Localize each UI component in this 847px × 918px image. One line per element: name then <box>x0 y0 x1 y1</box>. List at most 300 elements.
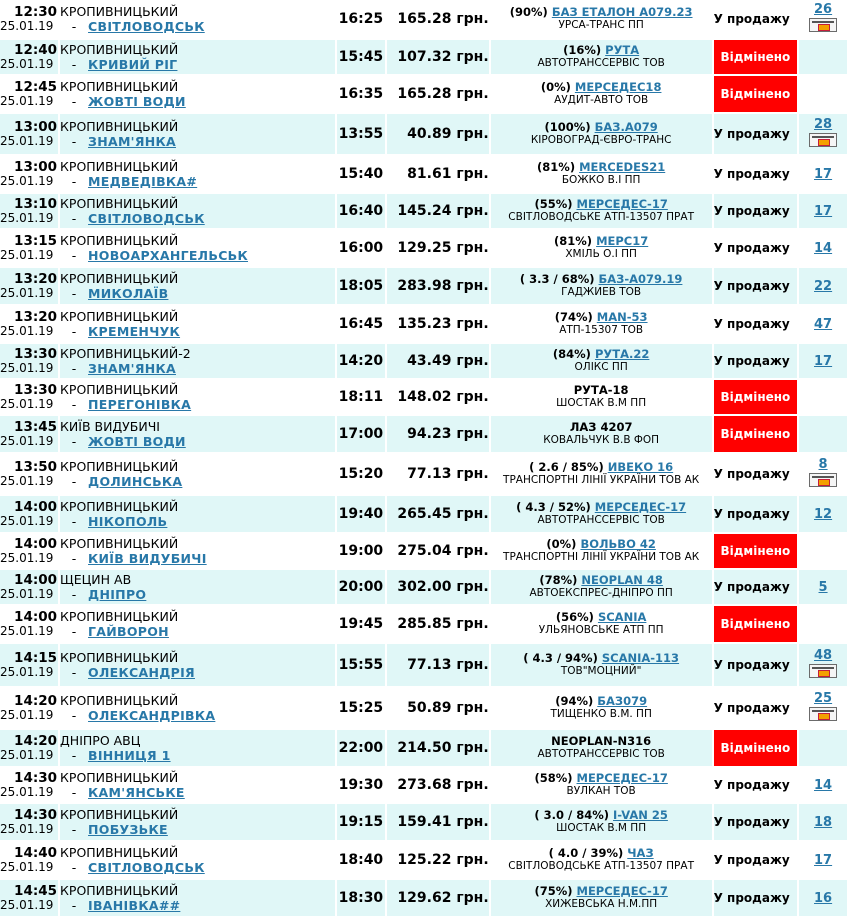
departure-cell <box>0 76 58 112</box>
price-value: 77.13 <box>407 466 452 482</box>
bus-cell <box>491 0 712 38</box>
price-value: 125.22 <box>397 852 452 868</box>
route-origin: КРОПИВНИЦЬКИЙ <box>60 308 179 324</box>
departure-cell <box>0 688 58 728</box>
status-on-sale: У продажу <box>714 570 798 604</box>
carrier-name: ШОСТАК В.М ПП <box>556 822 647 834</box>
price-value: 107.32 <box>397 49 452 65</box>
arrival-time: 15:45 <box>337 40 385 74</box>
route-destination-link[interactable]: ІВАНІВКА## <box>88 897 181 913</box>
departure-cell <box>0 804 58 840</box>
free-seats-link[interactable]: 25 <box>814 690 833 706</box>
seats-cell <box>799 768 847 802</box>
bus-model-link[interactable]: ЧАЗ <box>627 846 654 860</box>
price-value: 135.23 <box>397 316 452 332</box>
schedule-row <box>0 344 847 378</box>
free-seats-link[interactable]: 48 <box>814 647 833 663</box>
bus-model-link[interactable]: МЕРСЕДЕС-17 <box>576 771 668 785</box>
free-seats-link[interactable]: 14 <box>814 240 833 256</box>
route-destination-link[interactable]: ЗНАМ'ЯНКА <box>88 133 176 149</box>
price-currency: грн. <box>456 543 489 559</box>
seats-cell <box>799 606 847 642</box>
route-destination-link[interactable]: КИЇВ ВИДУБИЧІ <box>88 550 207 566</box>
route-origin: КИЇВ ВИДУБИЧІ <box>60 418 160 434</box>
bus-cell <box>491 416 712 452</box>
bus-model-link[interactable]: БАЗ ЕТАЛОН А079.23 <box>551 5 693 19</box>
status-on-sale: У продажу <box>714 688 798 728</box>
departure-cell <box>0 156 58 192</box>
seats-cell <box>799 344 847 378</box>
departure-date: 25.01.19 <box>0 785 54 799</box>
buy-ticket-icon[interactable] <box>809 18 837 32</box>
carrier-name: АТП-15307 ТОВ <box>559 324 644 336</box>
departure-time: 12:45 <box>14 79 58 95</box>
buy-ticket-icon[interactable] <box>809 133 837 147</box>
route-dash: - <box>71 285 77 301</box>
price-currency: грн. <box>456 426 489 442</box>
route-dash: - <box>71 784 77 800</box>
price-value: 40.89 <box>407 126 452 142</box>
route-cell <box>60 306 335 342</box>
free-seats-link[interactable]: 14 <box>814 777 833 793</box>
departure-time: 13:20 <box>14 271 58 287</box>
bus-model-link[interactable]: МЕРС17 <box>596 234 649 248</box>
price-value: 145.24 <box>397 203 452 219</box>
route-origin: КРОПИВНИЦЬКИЙ <box>60 3 179 19</box>
free-seats-link[interactable]: 26 <box>814 1 833 17</box>
arrival-time: 15:40 <box>337 156 385 192</box>
departure-time: 12:40 <box>14 42 58 58</box>
route-origin: КРОПИВНИЦЬКИЙ <box>60 498 179 514</box>
schedule-row <box>0 76 847 112</box>
schedule-row <box>0 156 847 192</box>
buy-ticket-icon[interactable] <box>809 473 837 487</box>
route-dash: - <box>71 173 77 189</box>
seats-cell <box>799 570 847 604</box>
route-destination-link[interactable]: ДОЛИНСЬКА <box>88 473 183 489</box>
buy-ticket-icon[interactable] <box>809 707 837 721</box>
route-dash: - <box>71 360 77 376</box>
route-destination-link[interactable]: ПОБУЗЬКЕ <box>88 821 168 837</box>
seats-cell <box>799 730 847 766</box>
occupancy: (16%) <box>563 43 602 57</box>
departure-time: 13:00 <box>14 159 58 175</box>
departure-cell <box>0 40 58 74</box>
price-cell <box>387 730 489 766</box>
route-cell <box>60 570 335 604</box>
bus-model-link[interactable]: ВОЛЬВО 42 <box>580 537 656 551</box>
seats-cell <box>799 194 847 228</box>
free-seats-link[interactable]: 17 <box>814 852 833 868</box>
seats-cell <box>799 688 847 728</box>
schedule-row <box>0 454 847 494</box>
price-currency: грн. <box>456 11 489 27</box>
route-cell <box>60 76 335 112</box>
price-value: 273.68 <box>397 777 452 793</box>
price-value: 165.28 <box>397 11 452 27</box>
bus-model-link[interactable]: МЕРСЕДЕС-17 <box>576 884 668 898</box>
route-destination-link[interactable]: ОЛЕКСАНДРІЯ <box>88 664 195 680</box>
carrier-name: ГАДЖИЕВ ТОВ <box>561 286 642 298</box>
schedule-row <box>0 306 847 342</box>
departure-time: 13:50 <box>14 459 58 475</box>
bus-cell <box>491 688 712 728</box>
departure-date: 25.01.19 <box>0 57 54 71</box>
route-destination-link[interactable]: ЖОВТІ ВОДИ <box>88 433 186 449</box>
price-cell <box>387 344 489 378</box>
carrier-name: ВУЛКАН ТОВ <box>566 785 636 797</box>
seats-cell <box>799 534 847 568</box>
price-currency: грн. <box>456 389 489 405</box>
route-cell <box>60 496 335 532</box>
bus-model-link[interactable]: NEOPLAN 48 <box>581 573 663 587</box>
free-seats-link[interactable]: 8 <box>818 456 828 472</box>
bus-model-link[interactable]: БАЗ079 <box>597 694 648 708</box>
occupancy: (0%) <box>540 80 571 94</box>
price-cell <box>387 416 489 452</box>
bus-model-link[interactable]: МЕРСЕДЕС18 <box>574 80 662 94</box>
bus-model-link[interactable]: РУТА <box>605 43 640 57</box>
buy-ticket-icon[interactable] <box>809 664 837 678</box>
route-dash: - <box>71 747 77 763</box>
bus-model-link[interactable]: ИВЕКО 16 <box>607 460 674 474</box>
schedule-row <box>0 230 847 266</box>
route-dash: - <box>71 707 77 723</box>
carrier-name: УЛЬЯНОВСЬКЕ АТП ПП <box>538 624 664 636</box>
schedule-row <box>0 804 847 840</box>
route-origin: ДНІПРО АВЦ <box>60 732 141 748</box>
bus-cell <box>491 606 712 642</box>
departure-date: 25.01.19 <box>0 211 54 225</box>
route-dash: - <box>71 664 77 680</box>
departure-date: 25.01.19 <box>0 134 54 148</box>
departure-cell <box>0 416 58 452</box>
occupancy: ( 4.3 / 52%) <box>516 500 591 514</box>
free-seats-link[interactable]: 47 <box>814 316 833 332</box>
status-on-sale: У продажу <box>714 454 798 494</box>
schedule-row <box>0 0 847 38</box>
route-destination-link[interactable]: НОВОАРХАНГЕЛЬСЬК <box>88 247 249 263</box>
route-destination-link[interactable]: ПЕРЕГОНІВКА <box>88 396 192 412</box>
price-cell <box>387 194 489 228</box>
price-currency: грн. <box>456 740 489 756</box>
occupancy: (78%) <box>539 573 578 587</box>
route-destination-link[interactable]: ЖОВТІ ВОДИ <box>88 93 186 109</box>
free-seats-link[interactable]: 17 <box>814 353 833 369</box>
price-currency: грн. <box>456 49 489 65</box>
price-currency: грн. <box>456 700 489 716</box>
price-currency: грн. <box>456 506 489 522</box>
route-destination-link[interactable]: ВІННИЦЯ 1 <box>88 747 171 763</box>
status-on-sale: У продажу <box>714 344 798 378</box>
arrival-time: 18:30 <box>337 880 385 916</box>
route-cell <box>60 416 335 452</box>
carrier-name: АВТОТРАНССЕРВІС ТОВ <box>537 57 665 69</box>
seats-cell <box>799 416 847 452</box>
route-destination-link[interactable]: ОЛЕКСАНДРІВКА <box>88 707 216 723</box>
arrival-time: 20:00 <box>337 570 385 604</box>
occupancy: ( 4.3 / 94%) <box>523 651 598 665</box>
route-destination-link[interactable]: КАМ'ЯНСЬКЕ <box>88 784 185 800</box>
departure-cell <box>0 380 58 414</box>
free-seats-link[interactable]: 18 <box>814 814 833 830</box>
seats-cell <box>799 76 847 112</box>
price-value: 94.23 <box>407 426 452 442</box>
departure-time: 14:20 <box>14 733 58 749</box>
occupancy: ( 3.0 / 84%) <box>534 808 609 822</box>
route-origin: КРОПИВНИЦЬКИЙ <box>60 41 179 57</box>
carrier-name: БОЖКО В.І ПП <box>561 174 641 186</box>
free-seats-link[interactable]: 5 <box>818 579 828 595</box>
price-value: 148.02 <box>397 389 452 405</box>
price-value: 275.04 <box>397 543 452 559</box>
seats-cell <box>799 156 847 192</box>
carrier-name: СВІТЛОВОДСЬКЕ АТП-13507 ПРАТ <box>508 211 694 223</box>
occupancy: (58%) <box>534 771 573 785</box>
departure-date: 25.01.19 <box>0 551 54 565</box>
departure-date: 25.01.19 <box>0 361 54 375</box>
arrival-time: 16:40 <box>337 194 385 228</box>
bus-model-link[interactable]: MAN-53 <box>596 310 648 324</box>
route-dash: - <box>71 473 77 489</box>
bus-model-link[interactable]: МЕРСЕДЕС-17 <box>576 197 668 211</box>
seats-cell <box>799 114 847 154</box>
arrival-time: 13:55 <box>337 114 385 154</box>
price-currency: грн. <box>456 890 489 906</box>
departure-time: 13:20 <box>14 309 58 325</box>
occupancy: ( 3.3 / 68%) <box>519 272 595 286</box>
departure-cell <box>0 606 58 642</box>
route-cell <box>60 730 335 766</box>
status-cancelled-badge: Відмінено <box>714 606 798 642</box>
free-seats-link[interactable]: 17 <box>814 203 833 219</box>
price-cell <box>387 570 489 604</box>
occupancy: (75%) <box>534 884 573 898</box>
bus-model-link[interactable]: I-VAN 25 <box>613 808 668 822</box>
departure-date: 25.01.19 <box>0 19 54 33</box>
price-value: 283.98 <box>397 278 452 294</box>
price-cell <box>387 230 489 266</box>
departure-cell <box>0 570 58 604</box>
departure-time: 14:00 <box>14 499 58 515</box>
bus-model-link[interactable]: БАЗ.А079 <box>594 120 658 134</box>
departure-date: 25.01.19 <box>0 514 54 528</box>
seats-cell <box>799 644 847 686</box>
arrival-time: 18:05 <box>337 268 385 304</box>
route-cell <box>60 114 335 154</box>
route-origin: КРОПИВНИЦЬКИЙ <box>60 158 179 174</box>
status-on-sale: У продажу <box>714 156 798 192</box>
arrival-time: 17:00 <box>337 416 385 452</box>
occupancy: (74%) <box>554 310 593 324</box>
route-destination-link[interactable]: ДНІПРО <box>88 586 147 602</box>
route-cell <box>60 230 335 266</box>
price-currency: грн. <box>456 126 489 142</box>
departure-time: 13:45 <box>14 419 58 435</box>
departure-time: 14:30 <box>14 807 58 823</box>
route-cell <box>60 194 335 228</box>
carrier-name: КІРОВОГРАД-ЄВРО-ТРАНС <box>530 134 672 146</box>
departure-date: 25.01.19 <box>0 248 54 262</box>
occupancy: (81%) <box>537 160 576 174</box>
status-cancelled-badge: Відмінено <box>714 534 798 568</box>
seats-cell <box>799 804 847 840</box>
departure-date: 25.01.19 <box>0 860 54 874</box>
occupancy: ( 2.6 / 85%) <box>529 460 604 474</box>
status-on-sale: У продажу <box>714 842 798 878</box>
schedule-row <box>0 570 847 604</box>
schedule-row <box>0 40 847 74</box>
schedule-row <box>0 194 847 228</box>
seats-cell <box>799 0 847 38</box>
carrier-name: УРСА-ТРАНС ПП <box>558 19 644 31</box>
departure-date: 25.01.19 <box>0 898 54 912</box>
price-currency: грн. <box>456 166 489 182</box>
carrier-name: СВІТЛОВОДСЬКЕ АТП-13507 ПРАТ <box>508 860 694 872</box>
route-destination-link[interactable]: СВІТЛОВОДСЬК <box>88 18 205 34</box>
occupancy: (55%) <box>534 197 573 211</box>
departure-time: 13:00 <box>14 119 58 135</box>
schedule-row <box>0 534 847 568</box>
bus-cell <box>491 40 712 74</box>
departure-date: 25.01.19 <box>0 665 54 679</box>
route-destination-link[interactable]: МИКОЛАЇВ <box>88 285 169 301</box>
departure-cell <box>0 268 58 304</box>
arrival-time: 15:20 <box>337 454 385 494</box>
departure-time: 13:30 <box>14 382 58 398</box>
free-seats-link[interactable]: 16 <box>814 890 833 906</box>
route-destination-link[interactable]: ЗНАМ'ЯНКА <box>88 360 176 376</box>
departure-cell <box>0 644 58 686</box>
departure-time: 12:30 <box>14 4 58 20</box>
route-cell <box>60 0 335 38</box>
status-cancelled-badge: Відмінено <box>714 76 798 112</box>
bus-cell <box>491 644 712 686</box>
departure-date: 25.01.19 <box>0 587 54 601</box>
free-seats-link[interactable]: 28 <box>814 116 833 132</box>
price-currency: грн. <box>456 203 489 219</box>
price-cell <box>387 496 489 532</box>
departure-cell <box>0 842 58 878</box>
price-currency: грн. <box>456 657 489 673</box>
route-origin: КРОПИВНИЦЬКИЙ <box>60 769 179 785</box>
route-origin: КРОПИВНИЦЬКИЙ <box>60 692 179 708</box>
price-cell <box>387 40 489 74</box>
route-destination-link[interactable]: СВІТЛОВОДСЬК <box>88 859 205 875</box>
route-cell <box>60 268 335 304</box>
route-origin: КРОПИВНИЦЬКИЙ <box>60 270 179 286</box>
route-dash: - <box>71 586 77 602</box>
price-cell <box>387 606 489 642</box>
price-value: 50.89 <box>407 700 452 716</box>
arrival-time: 16:45 <box>337 306 385 342</box>
status-on-sale: У продажу <box>714 230 798 266</box>
free-seats-link[interactable]: 17 <box>814 166 833 182</box>
departure-date: 25.01.19 <box>0 748 54 762</box>
route-destination-link[interactable]: НІКОПОЛЬ <box>88 513 168 529</box>
carrier-name: ОЛІКС ПП <box>574 361 628 373</box>
departure-time: 14:15 <box>14 650 58 666</box>
bus-model-link[interactable]: SCANIA-113 <box>601 651 680 665</box>
route-cell <box>60 380 335 414</box>
schedule-row <box>0 880 847 916</box>
bus-model-link[interactable]: БАЗ-А079.19 <box>598 272 683 286</box>
route-cell <box>60 40 335 74</box>
status-on-sale: У продажу <box>714 880 798 916</box>
route-origin: КРОПИВНИЦЬКИЙ <box>60 381 179 397</box>
route-dash: - <box>71 396 77 412</box>
route-dash: - <box>71 433 77 449</box>
route-cell <box>60 768 335 802</box>
route-origin: КРОПИВНИЦЬКИЙ <box>60 844 179 860</box>
free-seats-link[interactable]: 22 <box>814 278 833 294</box>
route-origin: КРОПИВНИЦЬКИЙ <box>60 195 179 211</box>
status-on-sale: У продажу <box>714 768 798 802</box>
departure-time: 13:30 <box>14 346 58 362</box>
route-origin: КРОПИВНИЦЬКИЙ <box>60 458 179 474</box>
route-dash: - <box>71 18 77 34</box>
status-on-sale: У продажу <box>714 0 798 38</box>
bus-model-link[interactable]: РУТА.22 <box>594 347 650 361</box>
route-dash: - <box>71 513 77 529</box>
route-destination-link[interactable]: ГАЙВОРОН <box>88 623 169 639</box>
route-destination-link[interactable]: КРИВИЙ РІГ <box>88 56 178 72</box>
route-cell <box>60 344 335 378</box>
departure-date: 25.01.19 <box>0 286 54 300</box>
bus-cell <box>491 534 712 568</box>
route-destination-link[interactable]: КРЕМЕНЧУК <box>88 323 181 339</box>
price-cell <box>387 842 489 878</box>
bus-cell <box>491 230 712 266</box>
occupancy: (0%) <box>546 537 577 551</box>
route-cell <box>60 842 335 878</box>
price-cell <box>387 76 489 112</box>
carrier-name: ХМІЛЬ О.І ПП <box>565 248 637 260</box>
arrival-time: 19:30 <box>337 768 385 802</box>
route-dash: - <box>71 56 77 72</box>
schedule-row <box>0 768 847 802</box>
bus-model-link[interactable]: МЕРСЕДЕС-17 <box>594 500 687 514</box>
departure-time: 13:15 <box>14 233 58 249</box>
status-on-sale: У продажу <box>714 268 798 304</box>
schedule-row <box>0 842 847 878</box>
price-currency: грн. <box>456 278 489 294</box>
departure-date: 25.01.19 <box>0 397 54 411</box>
arrival-time: 16:25 <box>337 0 385 38</box>
bus-model-link[interactable]: SCANIA <box>597 610 647 624</box>
route-dash: - <box>71 821 77 837</box>
price-cell <box>387 380 489 414</box>
price-currency: грн. <box>456 852 489 868</box>
departure-date: 25.01.19 <box>0 94 54 108</box>
route-destination-link[interactable]: СВІТЛОВОДСЬК <box>88 210 205 226</box>
arrival-time: 19:40 <box>337 496 385 532</box>
status-on-sale: У продажу <box>714 194 798 228</box>
price-cell <box>387 0 489 38</box>
free-seats-link[interactable]: 12 <box>814 506 833 522</box>
seats-cell <box>799 380 847 414</box>
price-currency: грн. <box>456 616 489 632</box>
bus-cell <box>491 268 712 304</box>
bus-cell <box>491 76 712 112</box>
status-cancelled-badge: Відмінено <box>714 730 798 766</box>
route-dash: - <box>71 93 77 109</box>
bus-model: РУТА-18 <box>573 383 629 397</box>
route-destination-link[interactable]: МЕДВЕДІВКА# <box>88 173 198 189</box>
bus-model-link[interactable]: MERCEDES21 <box>579 160 666 174</box>
bus-cell <box>491 496 712 532</box>
price-value: 214.50 <box>397 740 452 756</box>
